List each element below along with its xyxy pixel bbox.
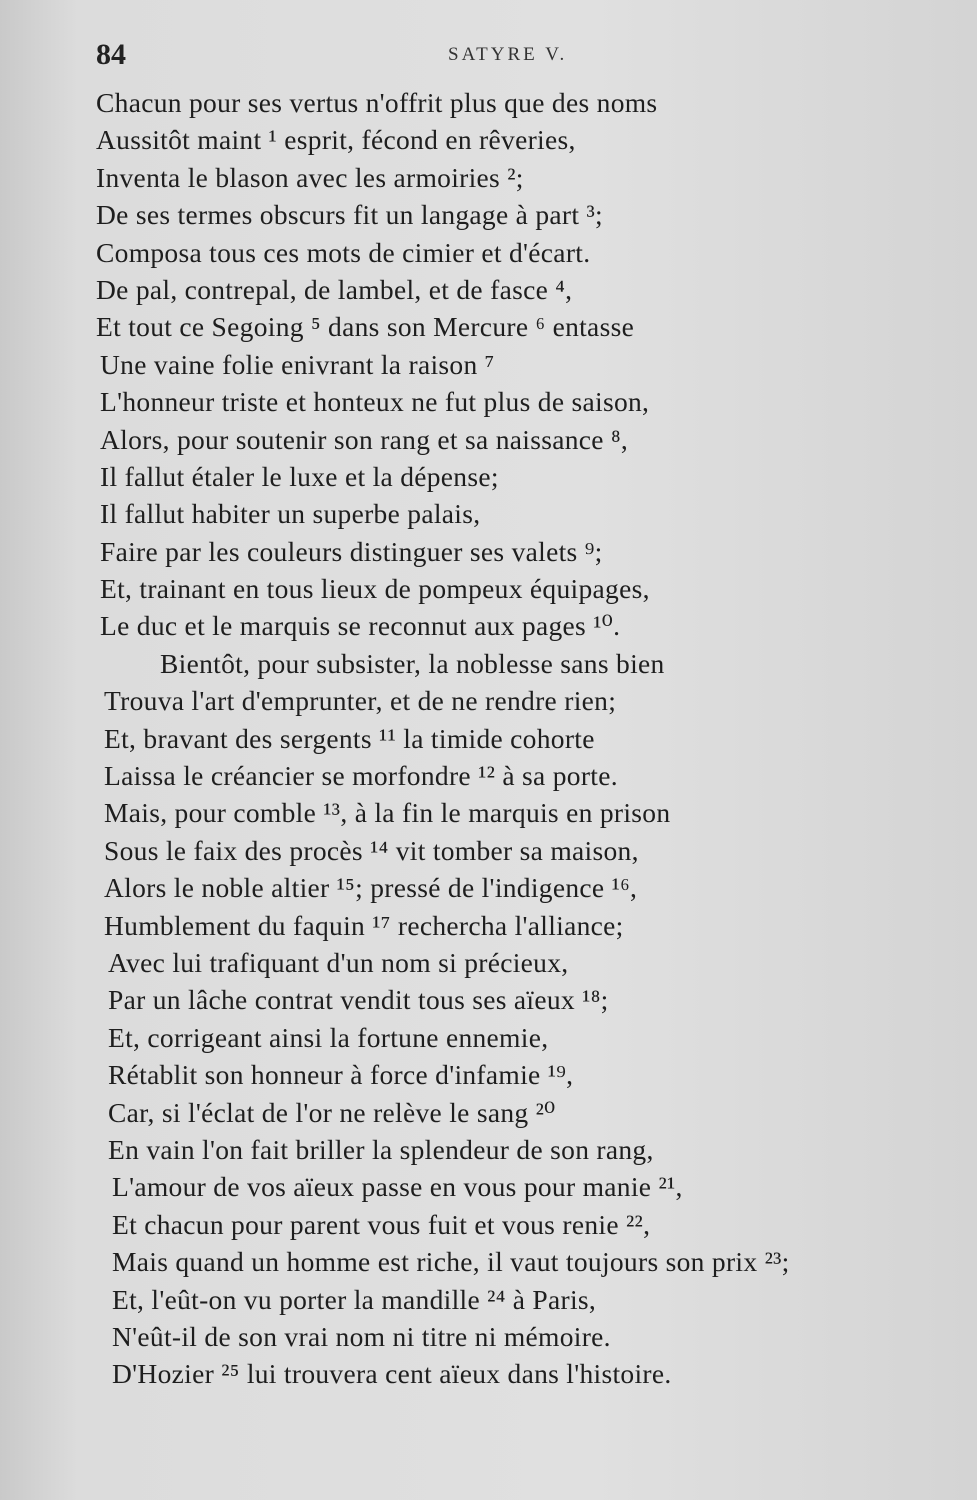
verse-line: Mais quand un homme est riche, il vaut toujours son prix ²³;	[112, 1246, 790, 1278]
verse-text	[96, 84, 956, 1393]
verse-line: Laissa le créancier se morfondre ¹² à sa porte.	[104, 760, 618, 792]
verse-line: Composa tous ces mots de cimier et d'écart.	[96, 236, 591, 268]
verse-line: D'Hozier ²⁵ lui trouvera cent aïeux dans l'histoire.	[112, 1358, 672, 1390]
verse-line: De ses termes obscurs fit un langage à part ³;	[96, 199, 603, 231]
verse-line: Par un lâche contrat vendit tous ses aïeux ¹⁸;	[108, 984, 609, 1016]
running-title: SATYRE V.	[448, 44, 568, 65]
verse-line: Rétablit son honneur à force d'infamie ¹⁹,	[108, 1059, 574, 1091]
verse-line: Et tout ce Segoing ⁵ dans son Mercure ⁶ entasse	[96, 311, 635, 343]
verse-line: Il fallut habiter un superbe palais,	[100, 498, 481, 530]
verse-line: Trouva l'art d'emprunter, et de ne rendre rien;	[104, 685, 617, 717]
verse-line: Et, corrigeant ainsi la fortune ennemie,	[108, 1021, 549, 1053]
verse-line: Le duc et le marquis se reconnut aux pages ¹⁰.	[100, 610, 621, 642]
verse-line: Avec lui trafiquant d'un nom si précieux,	[108, 946, 569, 978]
verse-line: Aussitôt maint ¹ esprit, fécond en rêveries,	[96, 124, 576, 156]
verse-line: Alors le noble altier ¹⁵; pressé de l'indigence ¹⁶,	[104, 872, 638, 904]
verse-line: Il fallut étaler le luxe et la dépense;	[100, 460, 499, 492]
verse-line: Sous le faix des procès ¹⁴ vit tomber sa maison,	[104, 834, 639, 866]
page-number: 84	[96, 38, 126, 71]
verse-line: En vain l'on fait briller la splendeur de son rang,	[108, 1133, 654, 1165]
verse-line: Une vaine folie enivrant la raison ⁷	[100, 348, 495, 380]
verse-line: Et, trainant en tous lieux de pompeux équipages,	[100, 573, 650, 605]
verse-line: Alors, pour soutenir son rang et sa naissance ⁸,	[100, 423, 629, 455]
page-header	[96, 38, 896, 78]
verse-line: L'amour de vos aïeux passe en vous pour manie ²¹,	[112, 1171, 683, 1203]
verse-line: L'honneur triste et honteux ne fut plus de saison,	[100, 386, 650, 418]
verse-line: Et, l'eût-on vu porter la mandille ²⁴ à Paris,	[112, 1283, 597, 1315]
verse-line: Et chacun pour parent vous fuit et vous renie ²²,	[112, 1208, 651, 1240]
verse-line-indented: Bientôt, pour subsister, la noblesse sans bien	[160, 647, 665, 679]
verse-line: De pal, contrepal, de lambel, et de fasce ⁴,	[96, 273, 573, 305]
verse-line: Chacun pour ses vertus n'offrit plus que des noms	[96, 87, 658, 118]
verse-line: Et, bravant des sergents ¹¹ la timide cohorte	[104, 722, 595, 754]
verse-line: N'eût-il de son vrai nom ni titre ni mémoire.	[112, 1320, 611, 1352]
verse-line: Faire par les couleurs distinguer ses valets ⁹;	[100, 535, 603, 567]
verse-line: Car, si l'éclat de l'or ne relève le sang ²⁰	[108, 1096, 556, 1128]
verse-line: Inventa le blason avec les armoiries ²;	[96, 161, 524, 193]
verse-line: Humblement du faquin ¹⁷ rechercha l'alliance;	[104, 909, 624, 941]
verse-line: Mais, pour comble ¹³, à la fin le marquis en prison	[104, 797, 671, 829]
